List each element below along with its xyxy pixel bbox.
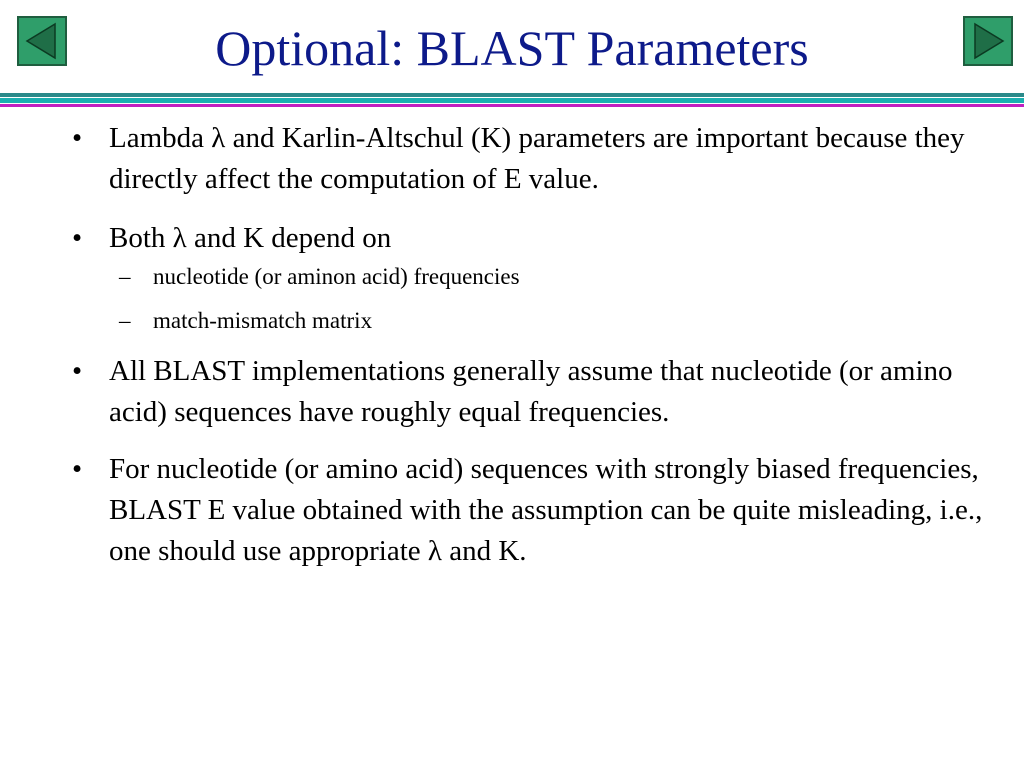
bullet-mark: • — [72, 453, 83, 485]
sub-bullet-text: nucleotide (or aminon acid) frequencies — [153, 264, 520, 289]
bullet-item — [0, 118, 1024, 200]
title-divider-dark — [0, 93, 1024, 97]
bullet-text: Both λ and K depend on — [109, 222, 392, 254]
next-slide-button[interactable] — [963, 16, 1013, 66]
title-divider-teal — [0, 98, 1024, 103]
bullet-mark: • — [72, 355, 83, 387]
bullet-item — [0, 218, 1024, 259]
bullet-text: For nucleotide (or amino acid) sequences with strongly biased frequencies, BLAST E value obtained with the assumption can be quite misleading, i.e., one should use appropriate λ and K. — [109, 453, 983, 567]
triangle-right-icon — [965, 18, 1011, 64]
bullet-text: Lambda λ and Karlin-Altschul (K) parameters are important because they directly affect the computation of E value. — [109, 122, 965, 195]
bullet-mark: • — [72, 222, 83, 254]
sub-bullet-item — [0, 262, 1024, 292]
sub-bullet-mark: – — [119, 308, 131, 333]
sub-bullet-mark: – — [119, 264, 131, 289]
sub-bullet-item — [0, 306, 1024, 336]
bullet-mark: • — [72, 122, 83, 154]
sub-bullet-text: match-mismatch matrix — [153, 308, 373, 333]
bullet-text: All BLAST implementations generally assume that nucleotide (or amino acid) sequences have roughly equal frequencies. — [109, 355, 953, 428]
slide-body — [0, 118, 1024, 572]
title-divider-magenta — [0, 104, 1024, 107]
bullet-item — [0, 351, 1024, 433]
slide-title: Optional: BLAST Parameters — [215, 20, 809, 76]
bullet-item — [0, 449, 1024, 572]
